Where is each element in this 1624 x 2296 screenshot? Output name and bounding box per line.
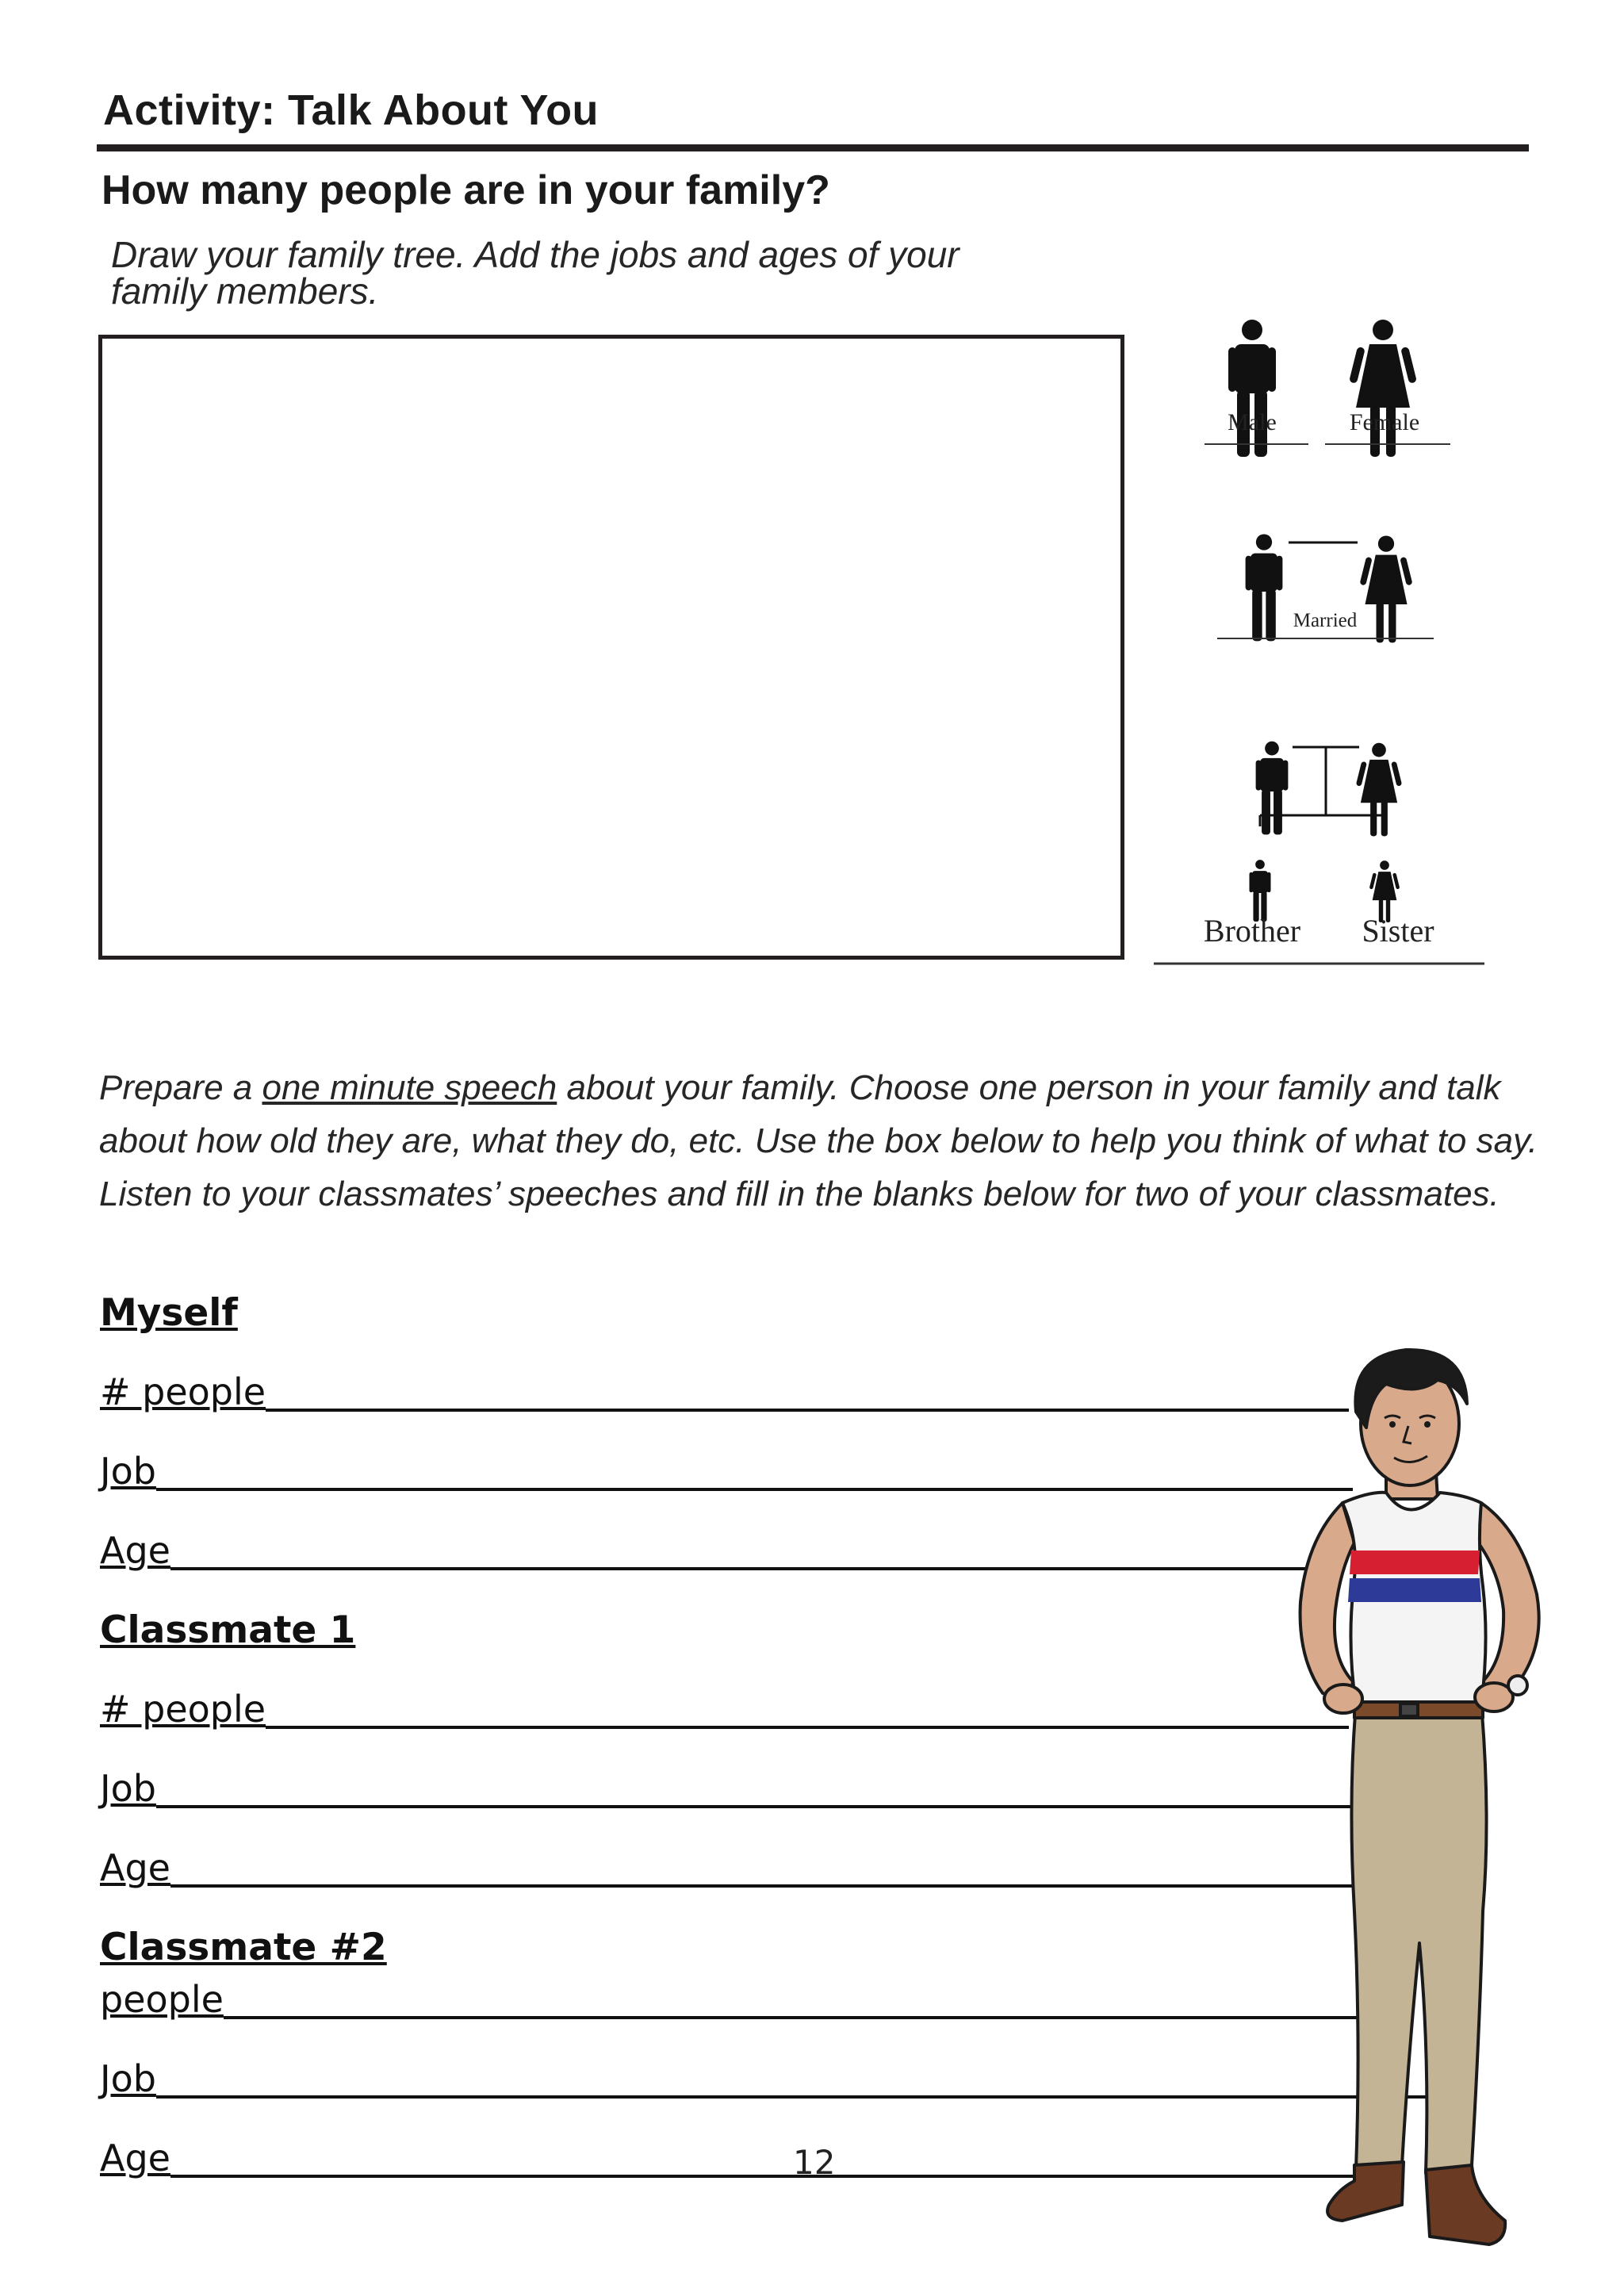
male-icon <box>1228 320 1276 457</box>
speech-instructions <box>99 1061 1542 1221</box>
classmate1-job-field[interactable] <box>100 1762 1353 1810</box>
family-tree-drawing-box[interactable] <box>98 335 1124 960</box>
legend-male-label: Male <box>1228 409 1277 435</box>
field-label: Age <box>100 2137 170 2179</box>
blank-line[interactable] <box>266 1408 1349 1412</box>
married-male-icon <box>1246 534 1283 641</box>
page-question: How many people are in your family? <box>102 167 830 213</box>
legend-female-label: Female <box>1349 409 1420 435</box>
classmate2-people-field[interactable] <box>100 1973 1365 2021</box>
speech-underlined: one minute speech <box>262 1068 557 1107</box>
myself-age-field[interactable] <box>100 1524 1337 1572</box>
title-divider <box>97 144 1529 151</box>
field-label: people <box>100 1978 224 2021</box>
field-label: Job <box>100 1450 156 1493</box>
blank-line[interactable] <box>266 1725 1349 1729</box>
section-classmate1-heading: Classmate 1 <box>100 1608 356 1652</box>
instruction-line-1: Draw your family tree. Add the jobs and ages of your <box>111 234 959 275</box>
field-label: Job <box>100 1767 156 1810</box>
blank-line[interactable] <box>224 2015 1365 2019</box>
blank-line[interactable] <box>156 1804 1353 1808</box>
blank-line[interactable] <box>170 1884 1357 1888</box>
blank-line[interactable] <box>170 1566 1337 1570</box>
myself-job-field[interactable] <box>100 1445 1353 1493</box>
myself-people-field[interactable] <box>100 1366 1349 1413</box>
page-number: 12 <box>793 2143 836 2182</box>
classmate2-job-field[interactable] <box>100 2053 1464 2100</box>
cartoon-man-illustration <box>1267 1340 1584 2260</box>
married-female-icon <box>1359 535 1412 642</box>
family-tree-legend <box>1150 254 1491 968</box>
classmate1-people-field[interactable] <box>100 1683 1349 1731</box>
parent-female-icon <box>1356 743 1402 837</box>
field-label: Age <box>100 1529 170 1572</box>
blank-line[interactable] <box>156 1487 1353 1491</box>
field-label: # people <box>100 1688 266 1731</box>
classmate2-age-field[interactable] <box>100 2132 1377 2179</box>
instruction-line-2: family members. <box>111 270 379 312</box>
field-label: # people <box>100 1370 266 1413</box>
legend-sister-label: Sister <box>1362 913 1434 949</box>
blank-line[interactable] <box>170 2174 1377 2178</box>
classmate1-age-field[interactable] <box>100 1842 1357 1889</box>
legend-brother-label: Brother <box>1203 913 1301 949</box>
speech-rest: about your family. Choose one person in your family and talk about how old they are, what they do, etc. Use the box below to help you think of what to say. Listen to your classmates’ speeches and fill in the blanks below for two of your classmates. <box>99 1068 1538 1213</box>
legend-married-label: Married <box>1293 610 1358 631</box>
female-icon <box>1349 320 1420 457</box>
family-tree-instruction <box>111 234 1063 312</box>
field-label: Age <box>100 1846 170 1889</box>
speech-prefix: Prepare a <box>99 1068 262 1107</box>
section-myself-heading: Myself <box>100 1291 238 1335</box>
field-label: Job <box>100 2057 156 2100</box>
activity-title: Activity: Talk About You <box>103 86 599 134</box>
section-classmate2-heading: Classmate #2 <box>100 1926 387 1969</box>
